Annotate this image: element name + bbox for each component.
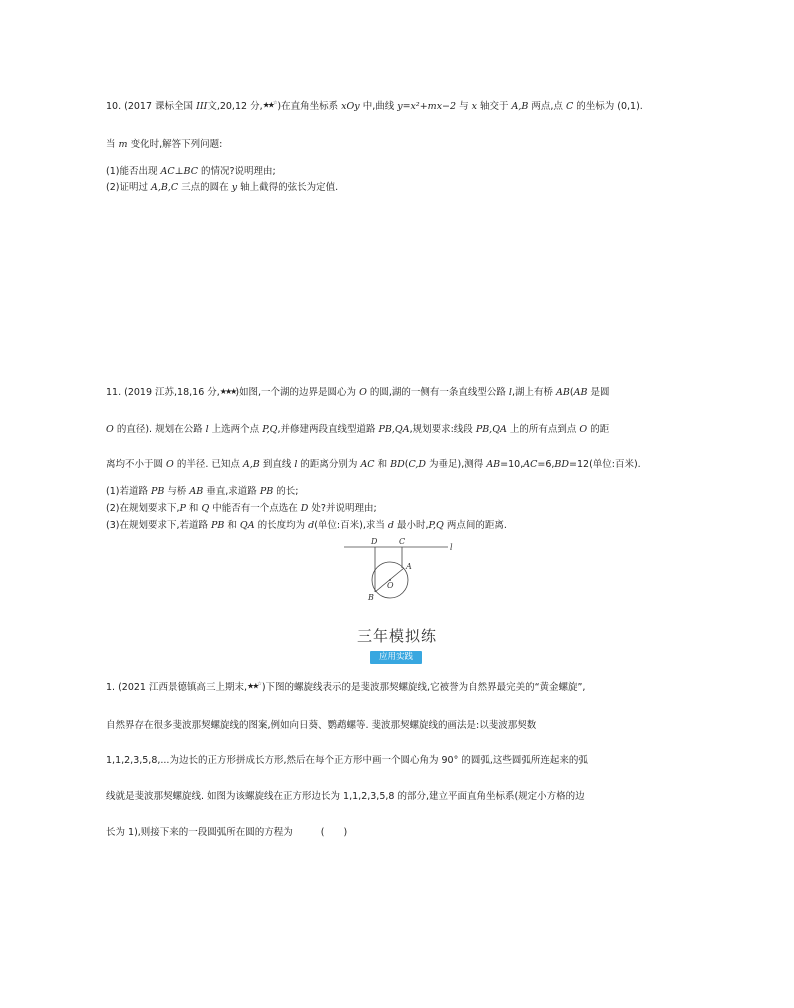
text: (2)证明过 xyxy=(106,182,151,193)
text: l xyxy=(508,387,512,398)
text: C,D xyxy=(408,459,427,470)
text: 的坐标为 (0,1). xyxy=(573,101,643,112)
text: 两点间的距离. xyxy=(443,520,507,531)
text: AB xyxy=(486,459,501,470)
text: )如图,一个湖的边界是圆心为 xyxy=(235,387,360,398)
text: ( xyxy=(569,387,574,398)
q11-line-4 xyxy=(106,483,298,497)
text: xOy xyxy=(341,101,360,112)
text: C xyxy=(565,101,574,112)
text: 的长度均为 xyxy=(254,520,309,531)
text: O xyxy=(166,459,174,470)
text: 轴交于 xyxy=(476,101,512,112)
text: =10, xyxy=(500,459,524,470)
text: 的距 xyxy=(587,424,610,435)
text: l xyxy=(205,424,209,435)
text: 当 xyxy=(106,139,119,150)
text: 到直线 xyxy=(259,459,295,470)
text: 的直径). 规划在公路 xyxy=(113,424,206,435)
text: QA xyxy=(239,520,255,531)
text: 三点的圆在 xyxy=(178,182,232,193)
text: d xyxy=(387,520,394,531)
q10-line-4 xyxy=(106,179,338,193)
q1-line-1 xyxy=(106,679,585,693)
text: 和 xyxy=(224,520,240,531)
text: PB,QA xyxy=(378,424,410,435)
section-title: 三年模拟练 xyxy=(356,627,437,645)
q10-line-3 xyxy=(106,163,276,177)
text: 最小时, xyxy=(393,520,429,531)
lake-figure xyxy=(338,536,460,602)
text: y xyxy=(231,182,238,193)
text: D xyxy=(300,503,309,514)
text: x xyxy=(471,101,477,112)
difficulty-stars-icon: ★★★ xyxy=(219,387,236,396)
text: 上的所有点到点 xyxy=(506,424,580,435)
text: A,B xyxy=(511,101,529,112)
text: 1,1,2,3,5,8,...为边长的正方形拼成长方形,然后在每个正方形中画一个圆心角为 90° 的圆弧,这些圆弧所连起来的弧 xyxy=(106,755,588,766)
text: AB xyxy=(556,387,570,398)
section-badge: 应用实践 xyxy=(370,651,422,664)
text: AC xyxy=(523,459,538,470)
text: AB xyxy=(189,486,204,497)
text: 处?并说明理由; xyxy=(308,503,377,514)
text: Q xyxy=(201,503,210,514)
answer-blank: ( ) xyxy=(320,827,348,838)
q1-line-2 xyxy=(106,717,536,731)
text: 变化时,解答下列问题: xyxy=(127,139,223,150)
text: 1. (2021 江西景德镇高三上期末, xyxy=(106,682,248,693)
text: BD xyxy=(390,459,405,470)
q10-line-1 xyxy=(106,98,643,112)
label-C: C xyxy=(399,537,406,546)
text: ( xyxy=(404,459,409,470)
text: 上选两个点 xyxy=(208,424,263,435)
text: 离均不小于圆 xyxy=(106,459,167,470)
text: 为垂足),测得 xyxy=(426,459,487,470)
q11-line-3 xyxy=(106,456,641,470)
text: 11. (2019 江苏,18,16 分, xyxy=(106,387,220,398)
text: ,规划要求:线段 xyxy=(409,424,476,435)
q11-line-5 xyxy=(106,500,377,514)
text: 轴上截得的弦长为定值. xyxy=(237,182,339,193)
text: PB xyxy=(211,520,225,531)
text: PB xyxy=(259,486,274,497)
text: PB,QA xyxy=(475,424,507,435)
text: 和 xyxy=(374,459,391,470)
text: III xyxy=(196,101,208,112)
text: 的半径. 已知点 xyxy=(173,459,243,470)
difficulty-stars-icon: ★★☆ xyxy=(262,100,278,110)
q1-line-4 xyxy=(106,788,585,802)
text: 中,曲线 xyxy=(359,101,398,112)
text: 的圆,湖的一侧有一条直线型公路 xyxy=(366,387,509,398)
text: m xyxy=(118,139,128,150)
text: A,B,C xyxy=(150,182,179,193)
text: 长为 1),则接下来的一段圆弧所在圆的方程为 xyxy=(106,827,293,838)
text: PB xyxy=(150,486,165,497)
q10-line-2 xyxy=(106,136,222,150)
text: BD xyxy=(554,459,570,470)
q11-line-2 xyxy=(106,421,609,435)
text: (1)若道路 xyxy=(106,486,151,497)
text: 与桥 xyxy=(164,486,190,497)
label-D: D xyxy=(371,537,378,546)
label-l: l xyxy=(450,543,453,552)
text: P,Q xyxy=(262,424,278,435)
text: 与 xyxy=(456,101,472,112)
label-B: B xyxy=(368,593,374,602)
q1-line-5 xyxy=(106,824,347,838)
text: 自然界存在很多斐波那契螺旋线的图案,例如向日葵、鹦鹉螺等. 斐波那契螺旋线的画法是:以斐波那契数 xyxy=(106,720,537,731)
text: 垂直,求道路 xyxy=(203,486,260,497)
text: 线就是斐波那契螺旋线. 如图为该螺旋线在正方形边长为 1,1,2,3,5,8 的部分,建立平面直角坐标系(规定小方格的边 xyxy=(106,791,585,802)
q11-line-1 xyxy=(106,384,609,398)
q1-line-3 xyxy=(106,752,588,766)
q11-line-6 xyxy=(106,517,507,531)
text: 的长; xyxy=(273,486,299,497)
text: )在直角坐标系 xyxy=(277,101,342,112)
text: y=x²+mx−2 xyxy=(397,101,457,112)
text: (单位:百米),求当 xyxy=(314,520,388,531)
text: O xyxy=(359,387,367,398)
text: P xyxy=(179,503,186,514)
text: 的情况?说明理由; xyxy=(197,166,276,177)
text: 两点,点 xyxy=(528,101,566,112)
text: AC⊥BC xyxy=(160,166,198,177)
text: )下图的螺旋线表示的是斐波那契螺旋线,它被誉为自然界最完美的“黄金螺旋”, xyxy=(261,682,586,693)
text: l xyxy=(294,459,298,470)
text: ,并修建两段直线型道路 xyxy=(277,424,379,435)
text: 10. (2017 课标全国 xyxy=(106,101,197,112)
text: 中能否有一个点选在 xyxy=(209,503,301,514)
text: P,Q xyxy=(428,520,444,531)
text: A,B xyxy=(242,459,260,470)
text: AB xyxy=(573,387,588,398)
text: AC xyxy=(360,459,375,470)
label-A: A xyxy=(406,562,412,571)
text: (1)能否出现 xyxy=(106,166,161,177)
label-O: O xyxy=(387,581,394,590)
difficulty-stars-icon: ★★☆ xyxy=(247,681,262,691)
text: ,湖上有桥 xyxy=(511,387,557,398)
text: 的距离分别为 xyxy=(297,459,361,470)
text: 文,20,12 分, xyxy=(207,101,263,112)
text: =6, xyxy=(537,459,555,470)
text: (2)在规划要求下, xyxy=(106,503,180,514)
text: 是圆 xyxy=(587,387,610,398)
text: O xyxy=(106,424,114,435)
text: O xyxy=(579,424,588,435)
text: (3)在规划要求下,若道路 xyxy=(106,520,211,531)
text: =12(单位:百米). xyxy=(569,459,641,470)
text: 和 xyxy=(185,503,202,514)
text: d xyxy=(308,520,315,531)
